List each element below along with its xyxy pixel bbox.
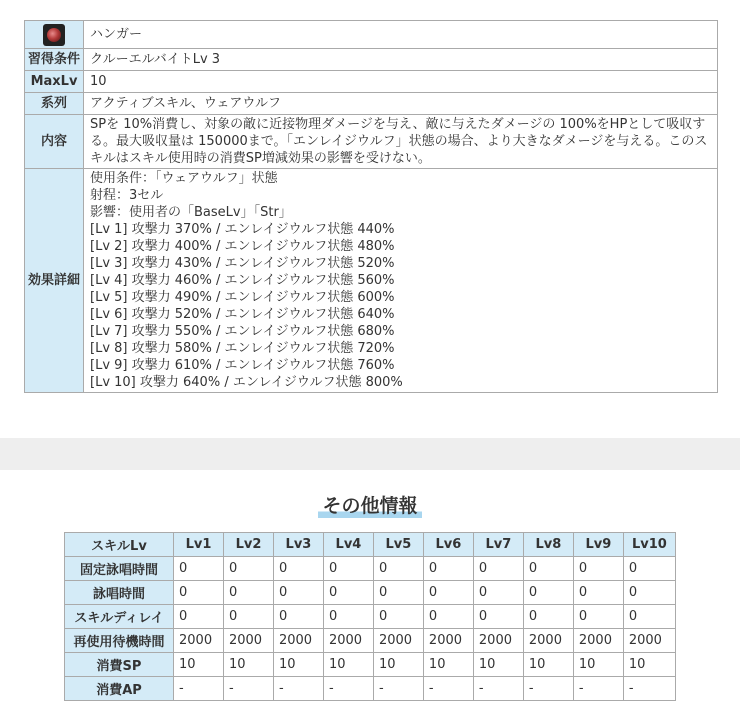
effect-line: 射程：3セル bbox=[90, 188, 164, 203]
table-cell: 0 bbox=[373, 581, 423, 605]
table-cell: - bbox=[623, 677, 675, 701]
effect-line: [Lv 4] 攻撃力 460% / エンレイジウルフ状態 560% bbox=[90, 273, 395, 288]
table-cell: 0 bbox=[373, 605, 423, 629]
table-row bbox=[65, 677, 676, 701]
header-cell: Lv5 bbox=[373, 533, 423, 557]
table-cell: 0 bbox=[223, 557, 273, 581]
row-label: 消費AP bbox=[65, 677, 174, 701]
table-cell: 0 bbox=[623, 557, 675, 581]
skill-row-series bbox=[25, 93, 718, 115]
row-label: 再使用待機時間 bbox=[65, 629, 174, 653]
effect-line: [Lv 8] 攻撃力 580% / エンレイジウルフ状態 720% bbox=[90, 341, 395, 356]
table-cell: 10 bbox=[223, 653, 273, 677]
table-cell: 0 bbox=[174, 557, 224, 581]
table-cell: 2000 bbox=[573, 629, 623, 653]
table-cell: 2000 bbox=[473, 629, 523, 653]
table-cell: 2000 bbox=[273, 629, 323, 653]
table-cell: 0 bbox=[573, 557, 623, 581]
table-cell: 0 bbox=[174, 605, 224, 629]
table-cell: 0 bbox=[573, 581, 623, 605]
effect-line: [Lv 10] 攻撃力 640% / エンレイジウルフ状態 800% bbox=[90, 375, 403, 390]
table-cell: 2000 bbox=[623, 629, 675, 653]
table-cell: 10 bbox=[473, 653, 523, 677]
table-cell: 0 bbox=[473, 581, 523, 605]
table-cell: 10 bbox=[273, 653, 323, 677]
table-cell: - bbox=[523, 677, 573, 701]
header-cell: スキルLv bbox=[65, 533, 174, 557]
effect-line: [Lv 9] 攻撃力 610% / エンレイジウルフ状態 760% bbox=[90, 358, 395, 373]
effect-line: 影響：使用者の「BaseLv」「Str」 bbox=[90, 205, 292, 220]
table-cell: 0 bbox=[273, 581, 323, 605]
table-cell: 0 bbox=[523, 557, 573, 581]
table-cell: - bbox=[473, 677, 523, 701]
skill-row-maxlv bbox=[25, 71, 718, 93]
header-cell: Lv3 bbox=[273, 533, 323, 557]
table-cell: 10 bbox=[423, 653, 473, 677]
table-cell: 2000 bbox=[174, 629, 224, 653]
table-cell: - bbox=[174, 677, 224, 701]
other-info-table bbox=[64, 532, 676, 701]
row-label: MaxLv bbox=[25, 71, 84, 93]
table-cell: 0 bbox=[174, 581, 224, 605]
table-cell: 0 bbox=[523, 581, 573, 605]
table-row bbox=[65, 629, 676, 653]
table-cell: 0 bbox=[623, 605, 675, 629]
skill-detail-table bbox=[24, 20, 718, 393]
table-cell: 0 bbox=[273, 605, 323, 629]
table-cell: 0 bbox=[223, 605, 273, 629]
effect-line: [Lv 2] 攻撃力 400% / エンレイジウルフ状態 480% bbox=[90, 239, 395, 254]
table-cell: 10 bbox=[373, 653, 423, 677]
table-cell: - bbox=[323, 677, 373, 701]
table-cell: 0 bbox=[523, 605, 573, 629]
row-label: スキルディレイ bbox=[65, 605, 174, 629]
table-cell: 0 bbox=[473, 605, 523, 629]
row-label: 内容 bbox=[25, 115, 84, 169]
table-cell: - bbox=[573, 677, 623, 701]
skill-row-requirement bbox=[25, 49, 718, 71]
table-cell: 2000 bbox=[323, 629, 373, 653]
effect-lines bbox=[84, 169, 718, 393]
header-cell: Lv1 bbox=[174, 533, 224, 557]
section-divider bbox=[0, 438, 740, 470]
table-cell: 0 bbox=[573, 605, 623, 629]
table-row bbox=[65, 581, 676, 605]
table-cell: 10 bbox=[623, 653, 675, 677]
header-row bbox=[65, 533, 676, 557]
header-cell: Lv4 bbox=[323, 533, 373, 557]
table-cell: 0 bbox=[273, 557, 323, 581]
row-label: 詠唱時間 bbox=[65, 581, 174, 605]
table-cell: - bbox=[273, 677, 323, 701]
header-cell: Lv9 bbox=[573, 533, 623, 557]
effect-line: [Lv 3] 攻撃力 430% / エンレイジウルフ状態 520% bbox=[90, 256, 395, 271]
table-cell: - bbox=[373, 677, 423, 701]
header-cell: Lv6 bbox=[423, 533, 473, 557]
table-cell: 10 bbox=[523, 653, 573, 677]
skill-icon-cell bbox=[25, 21, 84, 49]
table-cell: 2000 bbox=[373, 629, 423, 653]
effect-line: [Lv 6] 攻撃力 520% / エンレイジウルフ状態 640% bbox=[90, 307, 395, 322]
effect-line: 使用条件：「ウェアウルフ」状態 bbox=[90, 171, 278, 186]
header-cell: Lv7 bbox=[473, 533, 523, 557]
header-cell: Lv8 bbox=[523, 533, 573, 557]
table-cell: - bbox=[223, 677, 273, 701]
header-cell: Lv2 bbox=[223, 533, 273, 557]
row-label: 固定詠唱時間 bbox=[65, 557, 174, 581]
row-label: 消費SP bbox=[65, 653, 174, 677]
row-value: クルーエルバイトLv 3 bbox=[84, 49, 718, 71]
row-value: 10 bbox=[84, 71, 718, 93]
table-cell: 0 bbox=[223, 581, 273, 605]
table-cell: 0 bbox=[323, 605, 373, 629]
table-cell: 10 bbox=[573, 653, 623, 677]
table-cell: 0 bbox=[373, 557, 423, 581]
table-cell: 0 bbox=[323, 581, 373, 605]
table-cell: 2000 bbox=[423, 629, 473, 653]
skill-row-description bbox=[25, 115, 718, 169]
row-label: 系列 bbox=[25, 93, 84, 115]
table-cell: 0 bbox=[423, 557, 473, 581]
table-cell: 0 bbox=[423, 581, 473, 605]
table-cell: 10 bbox=[323, 653, 373, 677]
table-row bbox=[65, 557, 676, 581]
effect-line: [Lv 5] 攻撃力 490% / エンレイジウルフ状態 600% bbox=[90, 290, 395, 305]
row-value: SPを 10%消費し、対象の敵に近接物理ダメージを与え、敵に与えたダメージの 100%をHPとして吸収する。最大吸収量は 150000まで。「エンレイジウルフ」状態の場合、より大きなダメージを与える。このスキルはスキル使用時の消費SP増減効果の影響を受けない。 bbox=[84, 115, 718, 169]
table-cell: 10 bbox=[174, 653, 224, 677]
section-title: その他情報 bbox=[0, 494, 740, 518]
row-value: アクティブスキル、ウェアウルフ bbox=[84, 93, 718, 115]
row-label: 効果詳細 bbox=[25, 169, 84, 393]
effect-line: [Lv 1] 攻撃力 370% / エンレイジウルフ状態 440% bbox=[90, 222, 395, 237]
skill-row-effect bbox=[25, 169, 718, 393]
table-cell: 0 bbox=[623, 581, 675, 605]
hunger-skill-icon bbox=[43, 24, 65, 46]
other-info-card bbox=[0, 470, 740, 714]
table-row bbox=[65, 653, 676, 677]
table-cell: - bbox=[423, 677, 473, 701]
table-row bbox=[65, 605, 676, 629]
table-cell: 0 bbox=[423, 605, 473, 629]
header-cell: Lv10 bbox=[623, 533, 675, 557]
table-cell: 0 bbox=[473, 557, 523, 581]
info-body bbox=[65, 557, 676, 701]
effect-line: [Lv 7] 攻撃力 550% / エンレイジウルフ状態 680% bbox=[90, 324, 395, 339]
table-cell: 0 bbox=[323, 557, 373, 581]
skill-name: ハンガー bbox=[84, 21, 718, 49]
row-label: 習得条件 bbox=[25, 49, 84, 71]
table-cell: 2000 bbox=[523, 629, 573, 653]
skill-name-row bbox=[25, 21, 718, 49]
table-cell: 2000 bbox=[223, 629, 273, 653]
